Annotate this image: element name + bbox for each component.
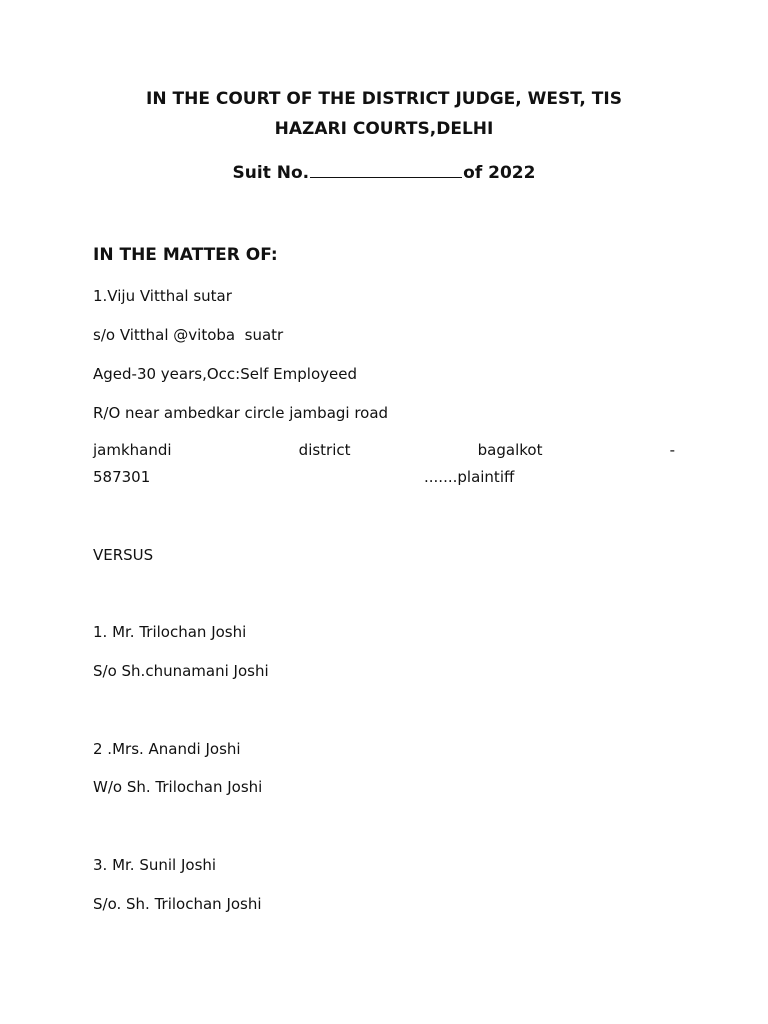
- plaintiff-name: 1.Viju Vitthal sutar: [93, 287, 232, 305]
- plaintiff-address-line-2: [93, 441, 675, 459]
- matter-heading: IN THE MATTER OF:: [93, 245, 278, 265]
- suit-number-blank: [310, 161, 462, 178]
- defendant-2-name: 2 .Mrs. Anandi Joshi: [93, 740, 241, 758]
- court-title-line-2: HAZARI COURTS,DELHI: [274, 119, 494, 139]
- defendant-1-name: 1. Mr. Trilochan Joshi: [93, 623, 247, 641]
- plaintiff-parent: s/o Vitthal @vitoba suatr: [93, 326, 284, 344]
- address-word: bagalkot: [477, 441, 543, 459]
- address-word: -: [669, 441, 675, 459]
- court-title-line-1: IN THE COURT OF THE DISTRICT JUDGE, WEST, TIS: [146, 89, 622, 109]
- defendant-2-relation: W/o Sh. Trilochan Joshi: [93, 778, 263, 796]
- plaintiff-role: .......plaintiff: [424, 468, 515, 486]
- versus-label: VERSUS: [93, 546, 154, 564]
- suit-number-line: [0, 161, 768, 184]
- defendant-3-name: 3. Mr. Sunil Joshi: [93, 856, 217, 874]
- suit-suffix: of 2022: [463, 163, 536, 183]
- plaintiff-pincode: 587301: [93, 468, 151, 486]
- defendant-3-relation: S/o. Sh. Trilochan Joshi: [93, 895, 262, 913]
- plaintiff-age-occupation: Aged-30 years,Occ:Self Employeed: [93, 365, 357, 383]
- suit-prefix: Suit No.: [232, 163, 310, 183]
- address-word: jamkhandi: [93, 441, 172, 459]
- plaintiff-address-line-1: R/O near ambedkar circle jambagi road: [93, 404, 389, 422]
- defendant-1-relation: S/o Sh.chunamani Joshi: [93, 662, 269, 680]
- address-word: district: [298, 441, 351, 459]
